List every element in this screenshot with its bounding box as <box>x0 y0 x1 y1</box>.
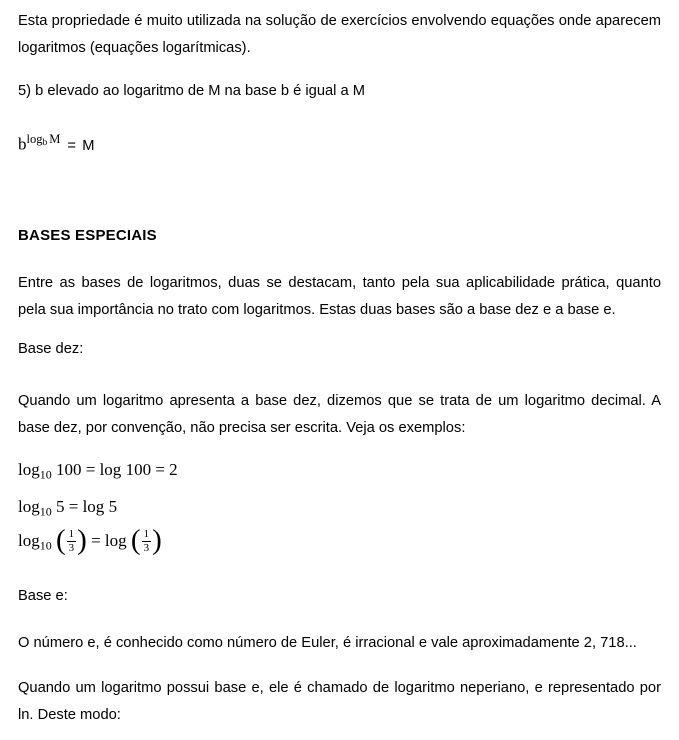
formula-log10-one-third <box>18 523 661 564</box>
math-open-paren: ( <box>55 524 66 557</box>
math-sup-sub-b: b <box>42 138 48 148</box>
fraction-denominator: 3 <box>143 542 150 555</box>
fraction-numerator: 1 <box>143 528 150 541</box>
fraction-numerator: 1 <box>68 528 75 541</box>
math-arg-5: 5 <box>55 497 65 516</box>
math-equals-sign: = <box>155 460 165 479</box>
math-open-paren: ( <box>130 524 141 557</box>
math-result-2: 2 <box>169 460 178 479</box>
paragraph-neperiano: Quando um logaritmo possui base e, ele é chamado de logaritmo neperiano, e representado por ln. Deste modo: <box>18 680 661 723</box>
math-sup-arg-m: M <box>49 132 61 146</box>
math-sup-log: log <box>26 132 43 146</box>
math-log-func: log <box>99 460 122 479</box>
label-base-e: Base e: <box>18 588 68 604</box>
math-close-paren: ) <box>77 524 87 557</box>
math-close-paren: ) <box>152 524 162 557</box>
math-result-m: M <box>82 137 95 154</box>
section-heading-bases-especiais: BASES ESPECIAIS <box>18 227 157 244</box>
math-log-func: log <box>18 497 40 516</box>
formula-log10-5 <box>18 493 661 526</box>
paragraph-property-usage: Esta propriedade é muito utilizada na solução de exercícios envolvendo equações onde aparecem logaritmos (equações logarítmicas). <box>18 13 661 56</box>
math-equals-sign: = <box>67 137 76 154</box>
fraction-one-third <box>142 528 152 554</box>
math-sub-10: 10 <box>39 538 52 553</box>
math-sub-10: 10 <box>39 504 52 519</box>
fraction-one-third <box>67 528 77 554</box>
list-item-property-5: 5) b elevado ao logaritmo de M na base b é igual a M <box>18 83 365 99</box>
math-equals-sign: = <box>68 497 79 516</box>
paragraph-bases-intro: Entre as bases de logaritmos, duas se destacam, tanto pela sua aplicabilidade prática, quanto pela sua importância no trato com logaritmos. Estas duas bases são a base dez e a base e. <box>18 275 661 318</box>
math-equals-sign: = <box>85 460 96 479</box>
paragraph-euler-number: O número e, é conhecido como número de Euler, é irracional e vale aproximadamente 2, 718... <box>18 635 637 651</box>
math-arg-5: 5 <box>108 497 118 516</box>
math-base-b: b <box>18 134 27 154</box>
paragraph-base-dez-explanation: Quando um logaritmo apresenta a base dez, dizemos que se trata de um logaritmo decimal. A base dez, por convenção, não precisa ser escrita. Veja os exemplos: <box>18 393 661 436</box>
math-equals-sign: = <box>91 531 101 550</box>
math-log-func: log <box>18 531 40 550</box>
formula-log10-100 <box>18 456 661 489</box>
label-base-dez: Base dez: <box>18 341 84 357</box>
fraction-denominator: 3 <box>68 542 75 555</box>
math-log-func: log <box>104 531 127 550</box>
math-arg-100: 100 <box>125 460 152 479</box>
formula-b-power-logb-m <box>18 126 661 160</box>
math-log-func: log <box>82 497 105 516</box>
math-sub-10: 10 <box>39 467 52 482</box>
math-superscript-group <box>27 132 61 146</box>
math-log-func: log <box>18 460 40 479</box>
math-arg-100: 100 <box>55 460 82 479</box>
